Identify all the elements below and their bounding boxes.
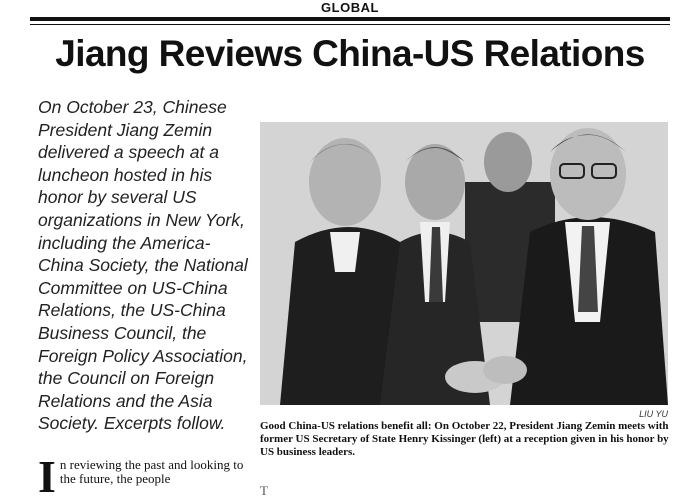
photo-caption: Good China-US relations benefit all: On October 22, President Jiang Zemin meets with former US Secretary of State Henry Kissinger (left) at a reception given in his honor by US business leaders. [260,420,669,458]
section-label: GLOBAL [321,0,379,15]
article-headline: Jiang Reviews China-US Relations [55,33,645,74]
article-body [38,451,248,502]
photo-illustration [260,122,668,405]
drop-cap: I [38,451,56,502]
article-body-text: n reviewing the past and looking to the future, the people [59,457,244,486]
article-body-continued: T [260,483,268,498]
news-photo [260,122,668,405]
header-rule-thick [30,17,670,21]
header-rule-thin [30,24,670,25]
article-intro: On October 23, Chinese President Jiang Zemin delivered a speech at a luncheon hosted in his honor by several US organizations in New York, including the America-China Society, the National Committee on US-China Relations, the US-China Business Council, the Foreign Policy Association, the Council on Foreign Relations and the Asia Society. Excerpts follow. [38,97,248,434]
photo-credit: LIU YU [639,409,668,419]
